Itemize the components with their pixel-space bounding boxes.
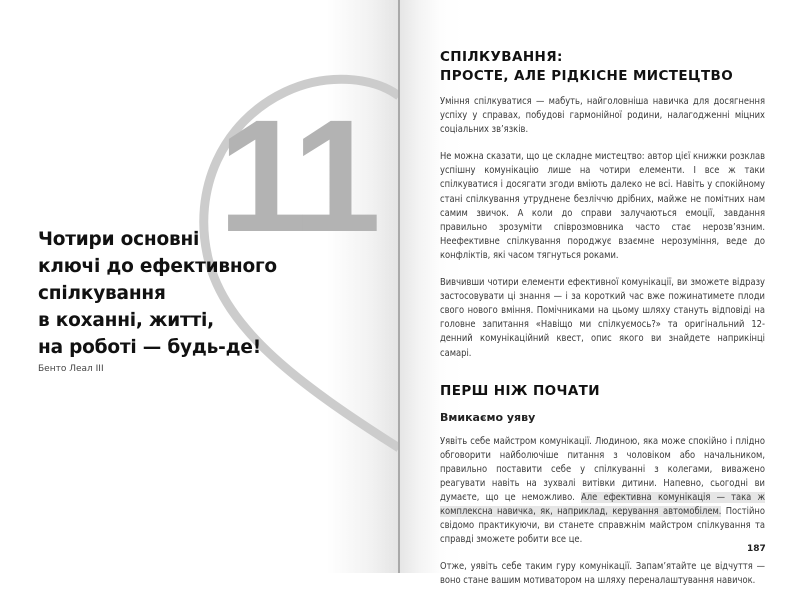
author-name: Бенто Леал III: [38, 364, 104, 374]
title-line: Чотири основні: [38, 229, 200, 250]
section-heading: [440, 48, 765, 86]
title-line: в коханні, житті,: [38, 310, 214, 331]
heading-line: ПРОСТЕ, АЛЕ РІДКІСНЕ МИСТЕЦТВО: [440, 68, 734, 84]
paragraph-text: Постійно свідомо практикуючи, ви станете справжнім майстром спілкування та справді зможете робити все це.: [440, 506, 765, 546]
page-number: 187: [747, 544, 766, 554]
title-line: на роботі — будь-де!: [38, 337, 261, 358]
book-title: [38, 226, 298, 361]
paragraph-intro: Уміння спілкуватися — мабуть, найголовніша навичка для досягнення успіху у справах, побудові гармонійної родини, налагодженні міцних соціальних зв’язків.: [440, 96, 765, 136]
paragraph-text: Уявіть себе майстром комунікації. Людиною, яка може спокійно і плідно обговорити найболючіше питання з чоловіком або начальником, правильно поставити себе у спілкуванні з колегами, виважено реагувати навіть на зухвалі витівки дитини. Напевно, сьогодні ви думаєте, що це неможливо.: [440, 435, 765, 503]
subheading-imagination: Вмикаємо уяву: [440, 410, 536, 424]
title-line: ключі до ефективного: [38, 256, 277, 277]
heading-line: СПІЛКУВАННЯ:: [440, 49, 563, 65]
paragraph-imagine: [440, 435, 765, 548]
paragraph-guru: Отже, уявіть себе таким гуру комунікації. Запам’ятайте це відчуття — воно стане вашим мотиватором на шляху переналаштування навичок.: [440, 561, 765, 587]
title-line: спілкування: [38, 283, 166, 304]
chapter-number: 11: [218, 86, 376, 265]
paragraph-benefits: Вивчивши чотири елементи ефективної комунікації, ви зможете відразу застосовувати ці знання — і за короткий час вже пожинатимете плоди свого нового вміння. Помічниками на цьому шляху стануть відповіді на головне запитання «Навіщо ми спілкуємось?» та оригінальний 12-денний комунікаційний квест, опис якого ви знайдете наприкінці самарі.: [440, 277, 765, 359]
right-page-content: [440, 48, 765, 589]
paragraph-elements: Не можна сказати, що це складне мистецтво: автор цієї книжки розклав успішну комунікацію лише на чотири елементи. І все ж таки спілкуватися і досягати згоди вміють далеко не всі. Навіть у спокійному стані спілкування утруднене безліччю дрібних, майже не помітних нам самим звичок. А коли до справи залучаються емоції, завдання правильно зрозуміти співрозмовника часто стає нерозв’язним. Неефективне спілкування породжує взаємне нерозуміння, веде до конфліктів, які часом тягнуться роками.: [440, 151, 765, 261]
left-page: [0, 0, 399, 573]
highlighted-text: Але ефективна комунікація — така ж комплексна навичка, як, наприклад, керування автомобілем.: [440, 491, 766, 518]
before-start-heading: ПЕРШ НІЖ ПОЧАТИ: [440, 382, 600, 399]
